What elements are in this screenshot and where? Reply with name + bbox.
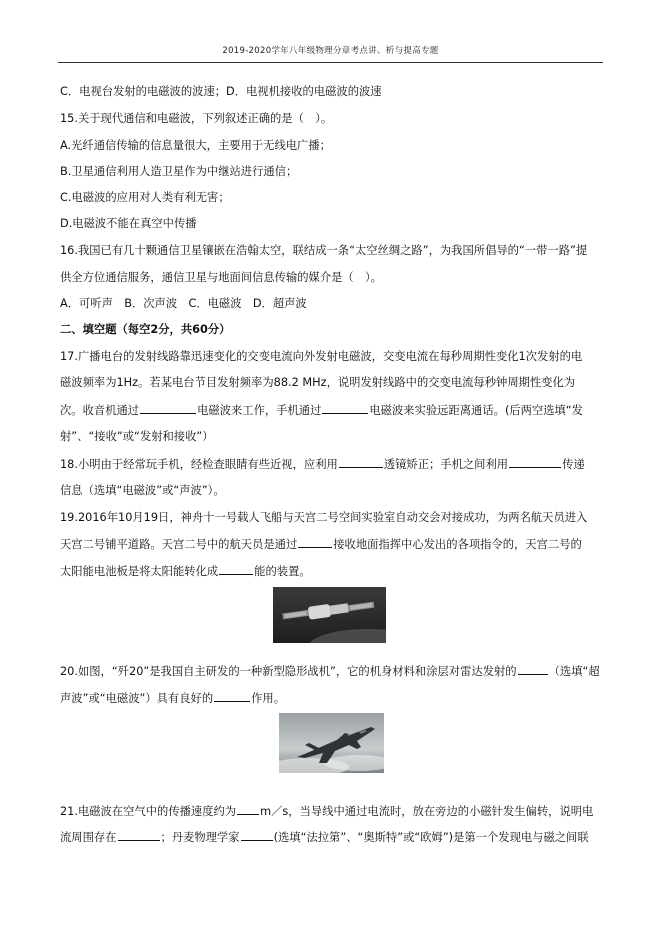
text: 18.小明由于经常玩手机，经检查眼睛有些近视，应利用	[60, 458, 338, 471]
question-17-line-4: 射”、“接收”或“发射和接收”）	[60, 430, 214, 443]
question-19-line-2	[60, 536, 582, 553]
question-21-line-1	[60, 803, 593, 820]
question-16-line-2: 供全方位通信服务，通信卫星与地面间信息传输的媒介是（ ）。	[60, 271, 382, 284]
question-15-option-c: C.电磁波的应用对人类有利无害；	[60, 191, 230, 204]
text: 20.如图，“歼20”是我国自主研发的一种新型隐形战机”，它的机身材料和涂层对雷达发射的	[60, 665, 517, 678]
question-20-line-1	[60, 663, 600, 680]
text: 能的装置。	[254, 565, 311, 578]
question-16-options: A．可听声 B．次声波 C．电磁波 D．超声波	[60, 297, 307, 310]
answer-blank[interactable]	[219, 563, 253, 575]
text: ；丹麦物理学家	[160, 831, 240, 844]
text: 透镜矫正；手机之间利用	[383, 458, 509, 471]
answer-blank[interactable]	[237, 803, 259, 815]
text: 21.电磁波在空气中的传播速度约为	[60, 805, 237, 818]
question-18-line-1	[60, 456, 585, 473]
text: 电磁波来实验远距离通话。(后两空选填“发	[369, 404, 583, 417]
answer-blank[interactable]	[339, 456, 383, 468]
text: 流周围存在	[60, 831, 117, 844]
question-21-line-2	[60, 829, 589, 846]
text: 接收地面指挥中心发出的各项指令的，天宫二号的	[333, 538, 582, 551]
spacecraft-image	[273, 587, 386, 643]
question-19-line-3	[60, 563, 311, 580]
stealth-fighter-illustration	[279, 713, 384, 773]
answer-blank[interactable]	[241, 829, 273, 841]
text: 天宫二号铺平道路。天宫二号中的航天员是通过	[60, 538, 298, 551]
question-18-line-2: 信息（选填“电磁波”或“声波”）。	[60, 484, 225, 497]
question-19-line-1: 19.2016年10月19日，神舟十一号载人飞船与天宫二号空间实验室自动交会对接成功，为两名航天员进入	[60, 511, 588, 524]
section-2-heading: 二、填空题（每空2分，共60分）	[60, 323, 231, 336]
answer-blank[interactable]	[322, 402, 368, 414]
answer-blank[interactable]	[518, 663, 548, 675]
question-15-option-d: D.电磁波不能在真空中传播	[60, 217, 197, 230]
option-line: C．电视台发射的电磁波的波速；D．电视机接收的电磁波的波速	[60, 85, 382, 98]
text: 作用。	[251, 692, 286, 705]
spacecraft-docking-illustration	[273, 587, 386, 643]
page-header: 2019-2020学年八年级物理分章考点讲、析与提高专题	[222, 46, 439, 56]
text: 次。收音机通过	[60, 404, 140, 417]
question-15-option-a: A.光纤通信传输的信息量很大，主要用于无线电广播；	[60, 139, 331, 152]
text: 传递	[562, 458, 585, 471]
text: m／s，当导线中通过电流时，放在旁边的小磁针发生偏转，说明电	[260, 805, 594, 818]
question-15: 15.关于现代通信和电磁波，下列叙述正确的是（ ）。	[60, 112, 333, 125]
text: 声波”或“电磁波”）具有良好的	[60, 692, 214, 705]
answer-blank[interactable]	[298, 536, 332, 548]
question-16-line-1: 16.我国已有几十颗通信卫星镶嵌在浩翰太空，联结成一条“太空丝绸之路”，为我国所倡导的“一带一路”提	[60, 244, 588, 257]
text: 太阳能电池板是将太阳能转化成	[60, 565, 219, 578]
text: (选填“法拉第”、“奥斯特”或“欧姆”)是第一个发现电与磁之间联	[273, 831, 589, 844]
question-17-line-2: 磁波频率为1Hz。若某电台节目发射频率为88.2 MHz，说明发射线路中的交变电流每秒钟周期性变化为	[60, 376, 576, 389]
answer-blank[interactable]	[214, 690, 250, 702]
question-17-line-1: 17.广播电台的发射线路靠迅速变化的交变电流向外发射电磁波，交变电流在每秒周期性变化1次发射的电	[60, 350, 583, 363]
question-15-option-b: B.卫星通信利用人造卫星作为中继站进行通信；	[60, 165, 298, 178]
text: （选填“超	[548, 665, 600, 678]
answer-blank[interactable]	[140, 402, 196, 414]
answer-blank[interactable]	[118, 829, 160, 841]
text: 电磁波来工作，手机通过	[197, 404, 322, 417]
question-20-line-2	[60, 690, 285, 707]
question-17-line-3	[60, 402, 583, 419]
answer-blank[interactable]	[509, 456, 561, 468]
header-divider	[58, 62, 603, 63]
jet-image	[279, 713, 384, 773]
